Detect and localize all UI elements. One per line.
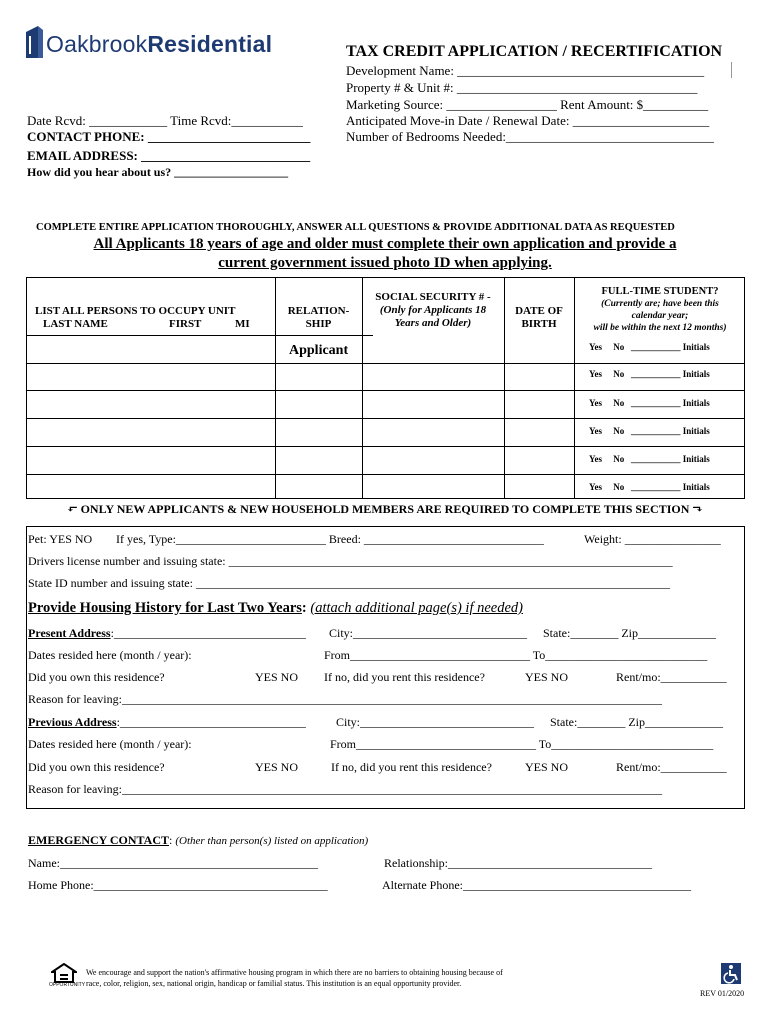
property-unit-field[interactable]: Property # & Unit #: _____________________________________ — [346, 80, 698, 95]
new-applicants-banner: ⬐ ONLY NEW APPLICANTS & NEW HOUSEHOLD MEMBERS ARE REQUIRED TO COMPLETE THIS SECTION ⬎ — [67, 502, 703, 516]
present-dates-label: Dates resided here (month / year): — [28, 648, 192, 662]
emergency-contact-heading: EMERGENCY CONTACT: (Other than person(s) listed on application) — [28, 833, 369, 847]
col-header-relationship: RELATION- SHIP — [287, 305, 350, 330]
date-time-received-field[interactable]: Date Rcvd: ____________ Time Rcvd:___________ — [27, 113, 303, 128]
email-address-field[interactable]: EMAIL ADDRESS: __________________________ — [27, 148, 311, 163]
previous-rent-yes-no[interactable]: YES NO — [525, 760, 569, 774]
present-from-to-field[interactable]: From______________________________ To___________________________ — [324, 648, 708, 662]
pet-type-breed-field[interactable]: If yes, Type:_________________________ Breed: ______________________________ — [116, 532, 544, 546]
field-divider — [731, 62, 732, 78]
present-rent-amount-field[interactable]: Rent/mo:___________ — [616, 670, 727, 684]
logo-building-icon — [24, 26, 44, 60]
complete-instructions: COMPLETE ENTIRE APPLICATION THOROUGHLY, ANSWER ALL QUESTIONS & PROVIDE ADDITIONAL DATA AS REQUESTED — [36, 222, 675, 233]
emergency-relationship-field[interactable]: Relationship:__________________________________ — [384, 856, 652, 870]
student-row-3[interactable]: Yes No ___________ Initials — [589, 398, 710, 408]
present-city-field[interactable]: City:_____________________________ — [329, 626, 528, 640]
emergency-alternate-phone-field[interactable]: Alternate Phone:______________________________________ — [382, 878, 691, 892]
company-logo — [24, 26, 294, 62]
previous-rent-label: If no, did you rent this residence? — [331, 760, 492, 774]
col-header-dob: DATE OF BIRTH — [515, 305, 563, 330]
move-in-date-field[interactable]: Anticipated Move-in Date / Renewal Date: _____________________ — [346, 113, 710, 128]
form-title: TAX CREDIT APPLICATION / RECERTIFICATION — [346, 43, 723, 60]
revision-label: REV 01/2020 — [700, 989, 745, 998]
present-rent-yes-no[interactable]: YES NO — [525, 670, 569, 684]
previous-from-to-field[interactable]: From______________________________ To___________________________ — [330, 737, 714, 751]
present-reason-field[interactable]: Reason for leaving:__________________________________________________________________________________________ — [28, 692, 662, 706]
how-heard-field[interactable]: How did you hear about us? ___________________ — [27, 165, 289, 179]
col-header-student: FULL-TIME STUDENT? (Currently are; have been this calendar year; will be within the next 12 months) — [593, 286, 727, 333]
present-address-field[interactable]: Present Address:________________________________ — [28, 626, 306, 640]
emergency-name-field[interactable]: Name:___________________________________________ — [28, 856, 318, 870]
equal-opportunity-statement: We encourage and support the nation's affirmative housing program in which there are no barriers to obtaining housing because of race, color, religion, sex, national origin, handicap or familial status. This institution is an equal opportunity provider. — [86, 968, 503, 988]
col-header-ssn: SOCIAL SECURITY # - (Only for Applicants 18 Years and Older) — [375, 291, 491, 329]
pet-yes-no[interactable]: Pet: YES NO — [28, 532, 93, 546]
previous-address-field[interactable]: Previous Address:_______________________________ — [28, 715, 306, 729]
previous-reason-field[interactable]: Reason for leaving:__________________________________________________________________________________________ — [28, 782, 662, 796]
id-requirement-line-2: current government issued photo ID when applying. — [218, 255, 552, 271]
previous-own-label: Did you own this residence? — [28, 760, 165, 774]
housing-history-heading: Provide Housing History for Last Two Years: (attach additional page(s) if needed) — [28, 600, 523, 616]
emergency-home-phone-field[interactable]: Home Phone:_______________________________________ — [28, 878, 328, 892]
previous-rent-amount-field[interactable]: Rent/mo:___________ — [616, 760, 727, 774]
student-row-5[interactable]: Yes No ___________ Initials — [589, 454, 710, 464]
state-id-field[interactable]: State ID number and issuing state: _______________________________________________________________________________ — [28, 576, 670, 590]
occupants-table — [26, 277, 745, 499]
marketing-source-field[interactable]: Marketing Source: _________________ Rent Amount: $__________ — [346, 97, 709, 112]
logo-wordmark: OakbrookResidential — [46, 31, 273, 57]
present-own-yes-no[interactable]: YES NO — [255, 670, 299, 684]
accessibility-icon — [721, 963, 741, 984]
arrow-down-right-icon: ⬎ — [692, 502, 703, 516]
drivers-license-field[interactable]: Drivers license number and issuing state: __________________________________________________________________________ — [28, 554, 673, 568]
present-state-zip-field[interactable]: State:________ Zip_____________ — [543, 626, 716, 640]
development-name-field[interactable]: Development Name: ______________________________________ — [346, 63, 705, 78]
col-header-persons: LIST ALL PERSONS TO OCCUPY UNIT LAST NAME FIRST MI — [35, 305, 250, 330]
equal-housing-icon — [49, 963, 86, 991]
student-row-4[interactable]: Yes No ___________ Initials — [589, 426, 710, 436]
previous-city-field[interactable]: City:_____________________________ — [336, 715, 535, 729]
present-rent-label: If no, did you rent this residence? — [324, 670, 485, 684]
eho-caption: OPPORTUNITY — [49, 982, 86, 988]
arrow-down-left-icon: ⬐ — [67, 502, 78, 516]
pet-weight-field[interactable]: Weight: ________________ — [584, 532, 721, 546]
previous-own-yes-no[interactable]: YES NO — [255, 760, 299, 774]
contact-phone-field[interactable]: CONTACT PHONE: _________________________ — [27, 129, 311, 144]
student-row-6[interactable]: Yes No ___________ Initials — [589, 482, 710, 492]
id-requirement-line-1: All Applicants 18 years of age and older must complete their own application and provide a — [93, 236, 677, 252]
applicant-label: Applicant — [289, 343, 349, 358]
bedrooms-needed-field[interactable]: Number of Bedrooms Needed:________________________________ — [346, 129, 714, 144]
present-own-label: Did you own this residence? — [28, 670, 165, 684]
student-row-1[interactable]: Yes No ___________ Initials — [589, 342, 710, 352]
student-row-2[interactable]: Yes No ___________ Initials — [589, 369, 710, 379]
previous-dates-label: Dates resided here (month / year): — [28, 737, 192, 751]
previous-state-zip-field[interactable]: State:________ Zip_____________ — [550, 715, 723, 729]
